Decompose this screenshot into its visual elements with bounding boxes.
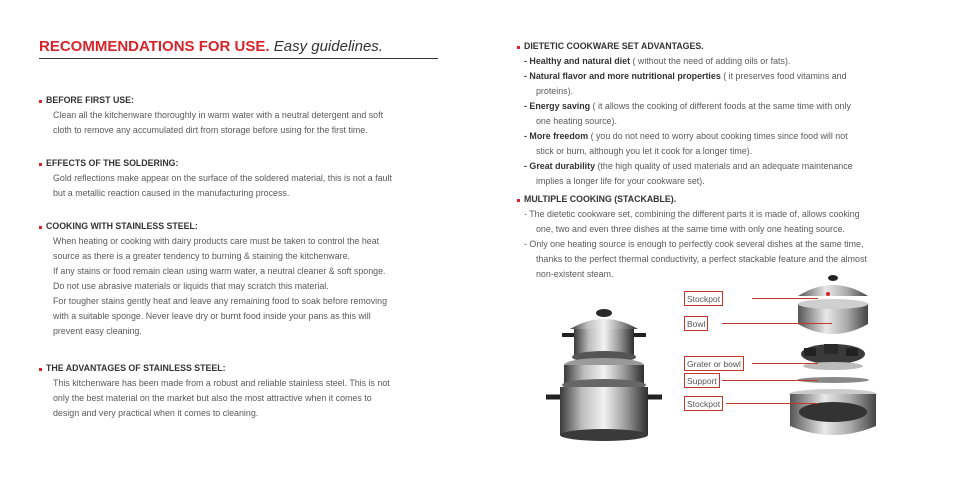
title-bold: RECOMMENDATIONS FOR USE. [39,38,270,55]
label-stockpot-top: Stockpot [684,291,723,306]
text-line: For tougher stains gently heat and leave any remaining food to soak before removing [53,296,387,306]
text-line: source as there is a greater tendency to burning & staining the kitchenware. [53,251,350,261]
section-cooking-stainless [46,219,441,339]
leader-line [726,403,818,404]
text-line: Clean all the kitchenware thoroughly in warm water with a neutral detergent and soft [53,110,384,120]
text-line: prevent easy cleaning. [53,326,142,336]
text-line: This kitchenware has been made from a robust and reliable stainless steel. This is not [53,378,390,388]
list-item: - Only one heating source is enough to perfectly cook several dishes at the same time, thanks to the perfect thermal conductivity, a perfect stackable feature and the almost non-existent steam. [524,239,867,279]
section-soldering [46,156,441,201]
list-item: - The dietetic cookware set, combining the different parts it is made of, allows cooking one, two and even three dishes at the same time with only one heating source. [524,209,860,234]
label-bowl: Bowl [684,316,708,331]
section-heading: BEFORE FIRST USE: [46,93,441,108]
section-multiple-cooking [524,192,914,282]
leader-line [722,323,832,324]
text-line: design and very practical when it comes to cleaning. [53,408,259,418]
label-support: Support [684,373,720,388]
list-item: - Energy saving ( it allows the cooking of different foods at the same time with only one heating source). [524,101,851,126]
label-stockpot-bottom: Stockpot [684,396,723,411]
section-heading: EFFECTS OF THE SOLDERING: [46,156,441,171]
text-line: with a suitable sponge. Never leave dry or burnt food inside your pans as this will [53,311,371,321]
leader-line [752,298,818,299]
text-line: If any stains or food remain clean using warm water, a neutral cleaner & soft sponge. [53,266,386,276]
stacked-pots-image [540,305,665,445]
label-grater: Grater or bowl [684,356,744,371]
section-heading: COOKING WITH STAINLESS STEEL: [46,219,441,234]
title-italic: Easy guidelines. [273,38,383,55]
text-line: only the best material on the market but also the most attractive when it comes to [53,393,372,403]
section-dietetic [524,39,914,189]
list-item: - Great durability (the high quality of used materials and an adequate maintenance implies a longer life for your cookware set). [524,161,853,186]
list-item: - Natural flavor and more nutritional properties ( it preserves food vitamins and proteins). [524,71,847,96]
section-heading: DIETETIC COOKWARE SET ADVANTAGES. [524,39,914,54]
leader-line [722,380,818,381]
title-underline [39,58,438,59]
leader-line [752,363,818,364]
text-line: When heating or cooking with dairy products care must be taken to control the heat [53,236,380,246]
list-item: - More freedom ( you do not need to worry about cooking times since food will not stick or burn, although you let it cook for a longer time). [524,131,848,156]
page-title [39,38,383,55]
list-item: - Healthy and natural diet ( without the need of adding oils or fats). [524,56,791,66]
section-heading: THE ADVANTAGES OF STAINLESS STEEL: [46,361,441,376]
section-heading: MULTIPLE COOKING (STACKABLE). [524,192,914,207]
section-advantages-stainless [46,361,441,421]
text-line: Gold reflections make appear on the surface of the soldered material, this is not a fault [53,173,392,183]
section-before-first-use [46,93,441,138]
text-line: but a metallic reaction caused in the manufacturing process. [53,188,290,198]
text-line: Do not use abrasive materials or liquids that may scratch this material. [53,281,329,291]
text-line: cloth to remove any accumulated dirt from storage before using for the first time. [53,125,368,135]
